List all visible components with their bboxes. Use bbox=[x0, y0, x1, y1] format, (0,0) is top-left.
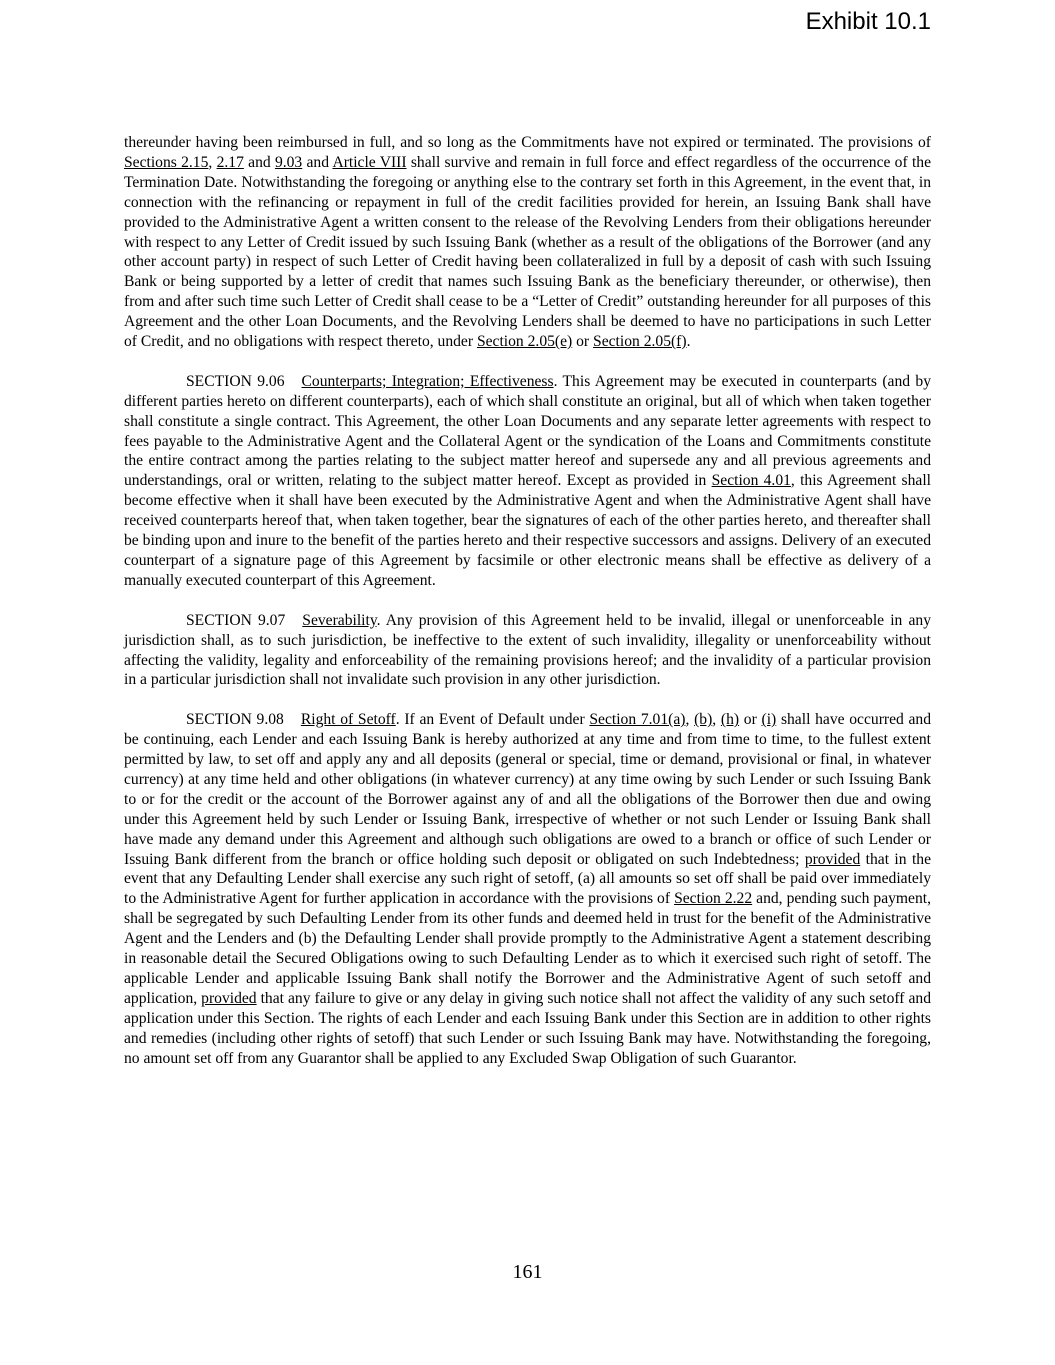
cross-reference: Section 4.01 bbox=[711, 472, 791, 490]
paragraph-text: that in the event that any Defaulting Lender shall exercise any such right of setoff, (a) all amounts so set off shall be paid over immediately to the Administrative Agent for further application in accordance with the provisions of bbox=[124, 850, 932, 908]
section-9-06 bbox=[124, 372, 931, 591]
section-9-07 bbox=[124, 611, 931, 691]
section-9-08 bbox=[124, 710, 931, 1068]
paragraph-text: that any failure to give or any delay in giving such notice shall not affect the validity of any such setoff and application under this Section. The rights of each Lender and each Issuing Bank under this Section are in addition to other rights and remedies (including other rights of setoff) that such Lender or such Issuing Bank may have. Notwithstanding the foregoing, no amount set off from any Guarantor shall be applied to any Excluded Swap Obligation of such Guarantor. bbox=[124, 989, 931, 1067]
paragraph-text: or bbox=[572, 333, 594, 351]
cross-reference: Article VIII bbox=[332, 153, 407, 171]
paragraph-text: and, pending such payment, shall be segregated by such Defaulting Lender from its other funds and deemed held in trust for the benefit of the Administrative Agent and the Lenders and (b) the Defaulting Lender shall provide promptly to the Administrative Agent a statement describing in reasonable detail the Secured Obligations owing to such Defaulting Lender as to which it exercised such right of setoff. The applicable Lender and applicable Issuing Bank shall notify the Borrower and the Administrative Agent of such setoff and application, bbox=[124, 890, 931, 1007]
paragraph-text: , bbox=[685, 711, 695, 729]
section-number: SECTION 9.07 bbox=[186, 611, 286, 629]
page-number: 161 bbox=[512, 1261, 543, 1283]
exhibit-label: Exhibit 10.1 bbox=[805, 8, 931, 35]
defined-term: provided bbox=[804, 850, 861, 868]
section-heading: Counterparts; Integration; Effectiveness bbox=[301, 372, 554, 390]
cross-reference: (i) bbox=[761, 711, 777, 729]
cross-reference: Section 2.22 bbox=[674, 890, 753, 908]
paragraph-text: shall have occurred and be continuing, each Lender and each Issuing Bank is hereby authorized at any time and from time to time, to the fullest extent permitted by law, to set off and apply any and all deposits (general or special, time or demand, provisional or final, in whatever currency) at any time held and other obligations (in whatever currency) at any time owing by such Lender or such Issuing Bank to or for the credit or the account of the Borrower against any of and all the obligations of the Borrower then due and owing under this Agreement held by such Lender or Issuing Bank, irrespective of whether or not such Lender or Issuing Bank shall have made any demand under this Agreement and although such obligations are owed to a branch or office of such Lender or Issuing Bank different from the branch or office holding such deposit or obligated on such Indebtedness; bbox=[124, 711, 932, 868]
cross-reference: Sections 2.15 bbox=[124, 153, 209, 171]
cross-reference: 2.17 bbox=[216, 153, 244, 171]
paragraph-text: , bbox=[208, 153, 217, 171]
paragraph-text: , this Agreement shall become effective when it shall have been executed by the Administrative Agent and when the Administrative Agent shall have received counterparts hereof that, when taken together, bear the signatures of each of the other parties hereto, and thereafter shall be binding upon and inure to the benefit of the parties hereto and their respective successors and assigns. Delivery of an executed counterpart of a signature page of this Agreement by facsimile or other electronic means shall be effective as delivery of a manually executed counterpart of this Agreement. bbox=[124, 472, 931, 589]
paragraph-text: . If an Event of Default under bbox=[395, 711, 590, 729]
cross-reference: 9.03 bbox=[274, 153, 303, 171]
section-number: SECTION 9.06 bbox=[186, 372, 285, 390]
document-body bbox=[124, 133, 931, 1088]
paragraph-continuation bbox=[124, 133, 931, 352]
paragraph-text: and bbox=[302, 153, 333, 171]
defined-term: provided bbox=[201, 989, 257, 1007]
paragraph-text: . bbox=[686, 333, 691, 351]
paragraph-text: . This Agreement may be executed in counterparts (and by different parties hereto on different counterparts), each of which shall constitute an original, but all of which when taken together shall constitute a single contract. This Agreement, the other Loan Documents and any separate letter agreements with respect to fees payable to the Administrative Agent and the Collateral Agent or the syndication of the Loans and Commitments constitute the entire contract among the parties relating to the subject matter hereof and supersede any and all previous agreements and understandings, oral or written, relating to the subject matter hereof. Except as provided in bbox=[124, 372, 932, 490]
paragraph-text: . Any provision of this Agreement held to be invalid, illegal or unenforceable in any jurisdiction shall, as to such jurisdiction, be ineffective to the extent of such invalidity, illegality or unenforceability without affecting the validity, legality and enforceability of the remaining provisions hereof; and the invalidity of a particular provision in a particular jurisdiction shall not invalidate such provision in any other jurisdiction. bbox=[124, 611, 931, 689]
cross-reference: (b) bbox=[694, 711, 713, 729]
paragraph-text: thereunder having been reimbursed in full, and so long as the Commitments have not expired or terminated. The provisions of bbox=[124, 134, 931, 151]
section-heading: Right of Setoff bbox=[300, 711, 396, 729]
paragraph-text: , bbox=[712, 711, 721, 729]
cross-reference: Section 7.01(a) bbox=[589, 711, 686, 729]
section-heading: Severability bbox=[302, 611, 377, 629]
paragraph-text: or bbox=[739, 711, 762, 729]
paragraph-text: and bbox=[243, 153, 275, 171]
section-number: SECTION 9.08 bbox=[186, 711, 284, 729]
cross-reference: (h) bbox=[720, 711, 740, 729]
paragraph-text: shall survive and remain in full force and effect regardless of the occurrence of the Termination Date. Notwithstanding the foregoing or anything else to the contrary set forth in this Agreement, in the event that, in connection with the refinancing or repayment in full of the credit facilities provided for herein, an Issuing Bank shall have provided to the Administrative Agent a written consent to the release of the Revolving Lenders from their obligations hereunder with respect to any Letter of Credit issued by such Issuing Bank (whether as a result of the obligations of the Borrower (and any other account party) in respect of such Letter of Credit having been collateralized in full by a deposit of cash with such Issuing Bank or being supported by a letter of credit that names such Issuing Bank as the beneficiary thereunder, or otherwise), then from and after such time such Letter of Credit shall cease to be a “Letter of Credit” outstanding hereunder for all purposes of this Agreement and the other Loan Documents, and the Revolving Lenders shall be deemed to have no participations in such Letter of Credit, and no obligations with respect thereto, under bbox=[124, 153, 931, 351]
cross-reference: Section 2.05(e) bbox=[476, 333, 573, 351]
cross-reference: Section 2.05(f) bbox=[593, 333, 687, 351]
